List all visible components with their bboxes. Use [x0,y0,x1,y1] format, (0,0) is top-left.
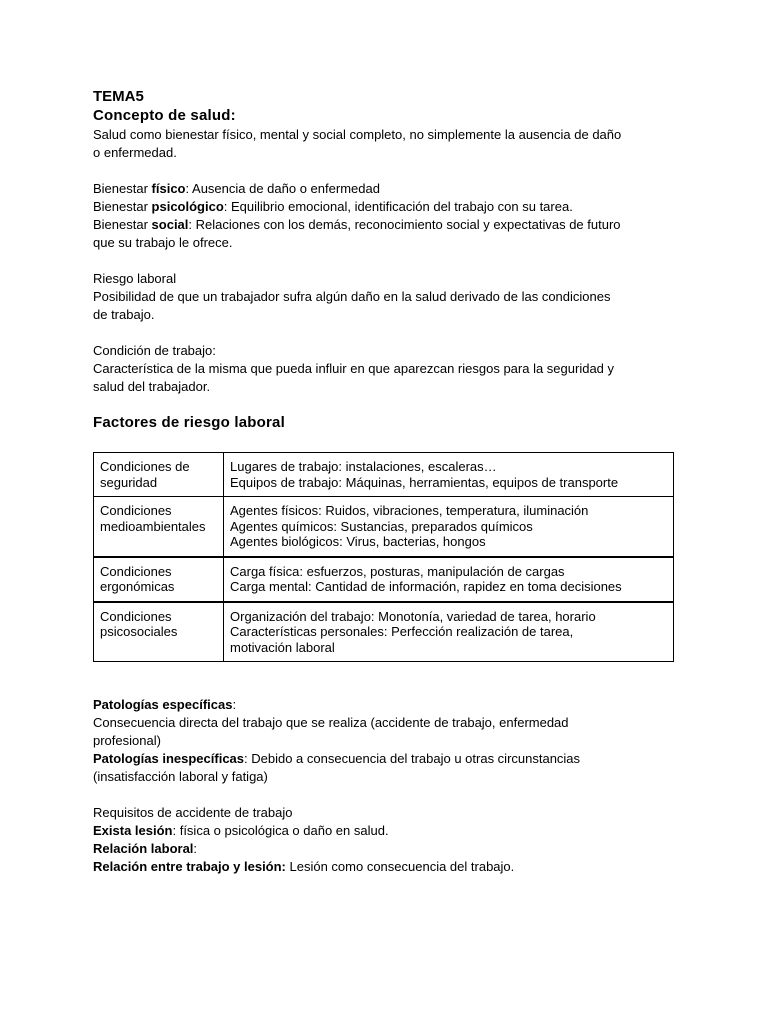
table-row [94,453,674,497]
description-line: Agentes biológicos: Virus, bacterias, hongos [230,534,486,549]
category-line: ergonómicas [100,579,175,594]
requisito-relacion-laboral [93,840,678,858]
table-description-cell [224,602,674,662]
description-line: Carga física: esfuerzos, posturas, manipulación de cargas [230,563,565,579]
condicion-text-line-2: salud del trabajador. [93,379,211,394]
condicion-label: Condición de trabajo: [93,343,216,358]
category-line: psicosociales [100,624,178,639]
requisito-lesion-text: : física o psicológica o daño en salud. [172,823,389,838]
requisito-relacion-laboral-text: : [193,841,198,856]
table-category-cell [94,602,224,662]
document-title: TEMA5 [93,88,144,105]
bienestar-social-term: social [151,217,189,232]
description-line: Carga mental: Cantidad de información, rapidez en toma decisiones [230,579,622,594]
category-line: medioambientales [100,518,206,534]
table-description-cell [224,557,674,602]
condicion-text-line-1: Característica de la misma que pueda influir en que aparezcan riesgos para la seguridad y [93,361,615,376]
bienestar-psico-text: : Equilibrio emocional, identificación del trabajo con su tarea. [223,199,573,214]
salud-definition [93,126,678,162]
requisito-lesion-term: Exista lesión [93,823,173,838]
riesgo-label: Riesgo laboral [93,271,177,286]
requisito-lesion [93,822,678,840]
table-description-cell [224,453,674,497]
bienestar-psicologico [93,198,678,216]
requisito-relacion-laboral-term: Relación laboral [93,841,194,856]
patologias-especificas-line-2: profesional) [93,733,161,748]
category-line: Condiciones de [100,459,190,474]
description-line: Equipos de trabajo: Máquinas, herramientas, equipos de transporte [230,474,619,490]
table-row [94,602,674,662]
patologias-inespecificas-text: : Debido a consecuencia del trabajo u otras circunstancias [244,751,581,766]
table-category-cell [94,497,224,557]
patologias-especificas-colon: : [232,697,237,712]
bienestar-social-prefix: Bienestar [93,217,152,232]
description-line: Lugares de trabajo: instalaciones, escaleras… [230,459,497,474]
bienestar-fisico-text: : Ausencia de daño o enfermedad [185,181,380,196]
description-line: motivación laboral [230,639,335,655]
patologias-especificas-text [93,714,678,750]
bienestar-social [93,216,678,252]
bienestar-psico-term: psicológico [151,199,224,214]
condicion-text [93,360,678,396]
bienestar-fisico [93,180,678,198]
risk-factors-table [93,452,674,662]
patologias-especificas-label [93,696,678,714]
bienestar-social-line-2: que su trabajo le ofrece. [93,235,233,250]
document-page [93,88,678,876]
requisito-relacion-trabajo-lesion-text: Lesión como consecuencia del trabajo. [285,859,515,874]
description-line: Agentes físicos: Ruidos, vibraciones, temperatura, iluminación [230,503,589,518]
table-category-cell [94,557,224,602]
description-line: Organización del trabajo: Monotonía, variedad de tarea, horario [230,608,596,624]
bienestar-fisico-term: físico [151,181,186,196]
category-line: Condiciones [100,503,172,518]
requisito-relacion-trabajo-lesion-term: Relación entre trabajo y lesión: [93,859,286,874]
requisitos-label: Requisitos de accidente de trabajo [93,805,293,820]
bienestar-social-text: : Relaciones con los demás, reconocimiento social y expectativas de futuro [188,217,621,232]
riesgo-text-line-2: de trabajo. [93,307,155,322]
description-line: Características personales: Perfección realización de tarea, [230,624,574,639]
patologias-inespecificas-term: Patologías inespecíficas [93,751,245,766]
patologias-especificas-term: Patologías específicas [93,697,233,712]
bienestar-psico-prefix: Bienestar [93,199,152,214]
salud-heading: Concepto de salud: [93,107,236,124]
table-category-cell [94,453,224,497]
table-row [94,557,674,602]
patologias-inespecificas [93,750,678,786]
table-description-cell [224,497,674,557]
category-line: Condiciones [100,563,172,579]
factores-heading: Factores de riesgo laboral [93,414,285,431]
description-line: Agentes químicos: Sustancias, preparados químicos [230,518,533,534]
requisito-relacion-trabajo-lesion [93,858,678,876]
patologias-inespecificas-line-1 [93,750,678,768]
patologias-especificas-line-1: Consecuencia directa del trabajo que se realiza (accidente de trabajo, enfermedad [93,715,569,730]
category-line: Condiciones [100,608,172,624]
salud-definition-line-2: o enfermedad. [93,145,177,160]
category-line: seguridad [100,474,158,490]
riesgo-text [93,288,678,324]
riesgo-text-line-1: Posibilidad de que un trabajador sufra algún daño en la salud derivado de las condiciones [93,289,611,304]
bienestar-fisico-prefix: Bienestar [93,181,152,196]
salud-definition-line-1: Salud como bienestar físico, mental y social completo, no simplemente la ausencia de daño [93,127,622,142]
bienestar-social-line-1 [93,216,678,234]
table-row [94,497,674,557]
patologias-inespecificas-line-2: (insatisfacción laboral y fatiga) [93,769,268,784]
